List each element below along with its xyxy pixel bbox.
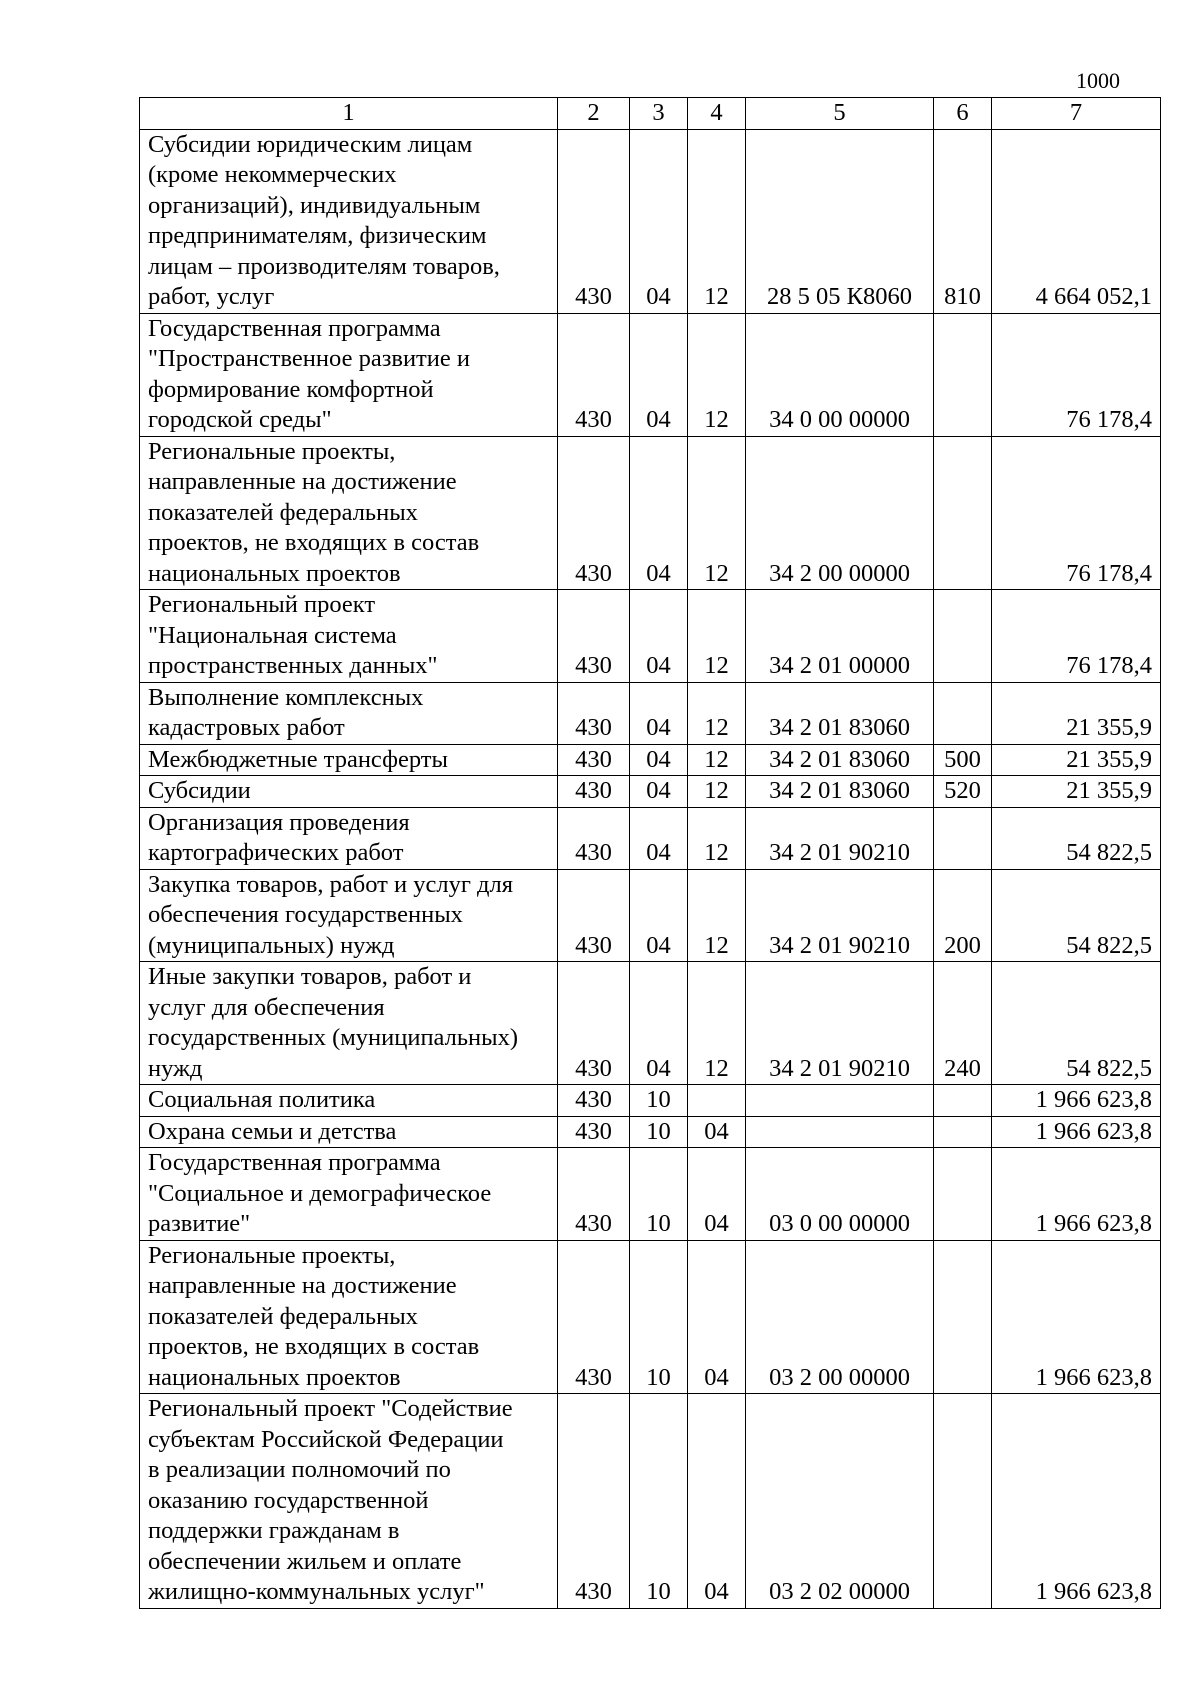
cell-col5: 34 2 01 83060 (746, 776, 934, 808)
row-name: Региональные проекты, направленные на достижение показателей федеральных проектов, не входящих в состав национальных проектов (140, 436, 558, 590)
cell-col7: 21 355,9 (992, 682, 1161, 744)
column-header: 5 (746, 98, 934, 130)
cell-col5: 34 2 00 00000 (746, 436, 934, 590)
cell-col3: 04 (630, 436, 688, 590)
cell-col4: 12 (688, 744, 746, 776)
cell-col4: 12 (688, 869, 746, 962)
table-row (140, 1148, 1161, 1241)
budget-table (139, 97, 1161, 1609)
cell-col7: 4 664 052,1 (992, 129, 1161, 313)
cell-col3: 04 (630, 744, 688, 776)
row-name: Выполнение комплексных кадастровых работ (140, 682, 558, 744)
cell-col2: 430 (558, 129, 630, 313)
table-row (140, 1240, 1161, 1394)
row-name: Региональные проекты, направленные на достижение показателей федеральных проектов, не входящих в состав национальных проектов (140, 1240, 558, 1394)
cell-col4: 12 (688, 962, 746, 1085)
cell-col2: 430 (558, 1148, 630, 1241)
cell-col7: 54 822,5 (992, 962, 1161, 1085)
cell-col2: 430 (558, 744, 630, 776)
column-header: 2 (558, 98, 630, 130)
cell-col3: 04 (630, 129, 688, 313)
cell-col2: 430 (558, 1240, 630, 1394)
cell-col6 (934, 313, 992, 436)
cell-col2: 430 (558, 869, 630, 962)
cell-col3: 04 (630, 962, 688, 1085)
cell-col5: 34 0 00 00000 (746, 313, 934, 436)
cell-col2: 430 (558, 1116, 630, 1148)
row-name: Субсидии юридическим лицам (кроме некоммерческих организаций), индивидуальным предпринимателям, физическим лицам – производителям товаров, работ, услуг (140, 129, 558, 313)
cell-col7: 1 966 623,8 (992, 1148, 1161, 1241)
table-row (140, 962, 1161, 1085)
table-row (140, 682, 1161, 744)
cell-col6 (934, 807, 992, 869)
cell-col6 (934, 1148, 992, 1241)
cell-col6: 200 (934, 869, 992, 962)
cell-col5: 34 2 01 83060 (746, 744, 934, 776)
row-name: Государственная программа "Пространственное развитие и формирование комфортной городской среды" (140, 313, 558, 436)
cell-col6 (934, 1085, 992, 1117)
cell-col2: 430 (558, 682, 630, 744)
cell-col6: 240 (934, 962, 992, 1085)
cell-col2: 430 (558, 962, 630, 1085)
cell-col2: 430 (558, 1394, 630, 1609)
cell-col4: 12 (688, 313, 746, 436)
cell-col4 (688, 1085, 746, 1117)
cell-col7: 21 355,9 (992, 776, 1161, 808)
table-row (140, 1394, 1161, 1609)
cell-col7: 76 178,4 (992, 590, 1161, 683)
cell-col2: 430 (558, 436, 630, 590)
cell-col3: 04 (630, 776, 688, 808)
cell-col4: 04 (688, 1240, 746, 1394)
cell-col3: 10 (630, 1085, 688, 1117)
cell-col2: 430 (558, 590, 630, 683)
cell-col4: 04 (688, 1116, 746, 1148)
row-name: Межбюджетные трансферты (140, 744, 558, 776)
row-name: Субсидии (140, 776, 558, 808)
cell-col5 (746, 1085, 934, 1117)
cell-col7: 54 822,5 (992, 807, 1161, 869)
table-row (140, 129, 1161, 313)
cell-col6 (934, 1394, 992, 1609)
cell-col6: 520 (934, 776, 992, 808)
table-row (140, 869, 1161, 962)
row-name: Организация проведения картографических работ (140, 807, 558, 869)
cell-col5: 34 2 01 83060 (746, 682, 934, 744)
table-row (140, 1116, 1161, 1148)
cell-col2: 430 (558, 807, 630, 869)
table-row (140, 590, 1161, 683)
table-row (140, 436, 1161, 590)
column-header: 1 (140, 98, 558, 130)
row-name: Региональный проект "Национальная система пространственных данных" (140, 590, 558, 683)
cell-col2: 430 (558, 313, 630, 436)
row-name: Государственная программа "Социальное и демографическое развитие" (140, 1148, 558, 1241)
column-header: 3 (630, 98, 688, 130)
cell-col2: 430 (558, 1085, 630, 1117)
cell-col7: 76 178,4 (992, 313, 1161, 436)
cell-col3: 04 (630, 807, 688, 869)
cell-col6: 810 (934, 129, 992, 313)
cell-col3: 04 (630, 590, 688, 683)
cell-col4: 12 (688, 682, 746, 744)
cell-col5: 34 2 01 90210 (746, 869, 934, 962)
cell-col7: 1 966 623,8 (992, 1394, 1161, 1609)
cell-col3: 10 (630, 1394, 688, 1609)
cell-col5: 34 2 01 90210 (746, 807, 934, 869)
cell-col7: 54 822,5 (992, 869, 1161, 962)
cell-col4: 12 (688, 807, 746, 869)
cell-col5: 34 2 01 00000 (746, 590, 934, 683)
table-row (140, 744, 1161, 776)
cell-col5 (746, 1116, 934, 1148)
cell-col6 (934, 590, 992, 683)
row-name: Охрана семьи и детства (140, 1116, 558, 1148)
column-header: 6 (934, 98, 992, 130)
table-row (140, 1085, 1161, 1117)
cell-col5: 03 0 00 00000 (746, 1148, 934, 1241)
cell-col2: 430 (558, 776, 630, 808)
cell-col6 (934, 682, 992, 744)
row-name: Социальная политика (140, 1085, 558, 1117)
cell-col3: 10 (630, 1116, 688, 1148)
cell-col3: 10 (630, 1240, 688, 1394)
cell-col4: 12 (688, 129, 746, 313)
cell-col4: 12 (688, 436, 746, 590)
page-number: 1000 (1076, 68, 1120, 93)
cell-col3: 04 (630, 869, 688, 962)
header-row (140, 98, 1161, 130)
cell-col5: 03 2 00 00000 (746, 1240, 934, 1394)
table-row (140, 313, 1161, 436)
cell-col6 (934, 1116, 992, 1148)
cell-col5: 34 2 01 90210 (746, 962, 934, 1085)
cell-col4: 04 (688, 1148, 746, 1241)
table-row (140, 807, 1161, 869)
row-name: Иные закупки товаров, работ и услуг для обеспечения государственных (муниципальных) нужд (140, 962, 558, 1085)
cell-col3: 04 (630, 313, 688, 436)
cell-col5: 28 5 05 К8060 (746, 129, 934, 313)
column-header: 7 (992, 98, 1161, 130)
cell-col7: 1 966 623,8 (992, 1116, 1161, 1148)
cell-col7: 1 966 623,8 (992, 1240, 1161, 1394)
cell-col6 (934, 436, 992, 590)
cell-col6 (934, 1240, 992, 1394)
cell-col6: 500 (934, 744, 992, 776)
cell-col7: 76 178,4 (992, 436, 1161, 590)
row-name: Региональный проект "Содействие субъектам Российской Федерации в реализации полномочий по оказанию государственной поддержки гражданам в обеспечении жильем и оплате жилищно-коммунальных услуг" (140, 1394, 558, 1609)
cell-col3: 04 (630, 682, 688, 744)
cell-col4: 12 (688, 590, 746, 683)
cell-col5: 03 2 02 00000 (746, 1394, 934, 1609)
cell-col3: 10 (630, 1148, 688, 1241)
cell-col4: 12 (688, 776, 746, 808)
table-row (140, 776, 1161, 808)
column-header: 4 (688, 98, 746, 130)
row-name: Закупка товаров, работ и услуг для обеспечения государственных (муниципальных) нужд (140, 869, 558, 962)
cell-col7: 21 355,9 (992, 744, 1161, 776)
cell-col4: 04 (688, 1394, 746, 1609)
cell-col7: 1 966 623,8 (992, 1085, 1161, 1117)
